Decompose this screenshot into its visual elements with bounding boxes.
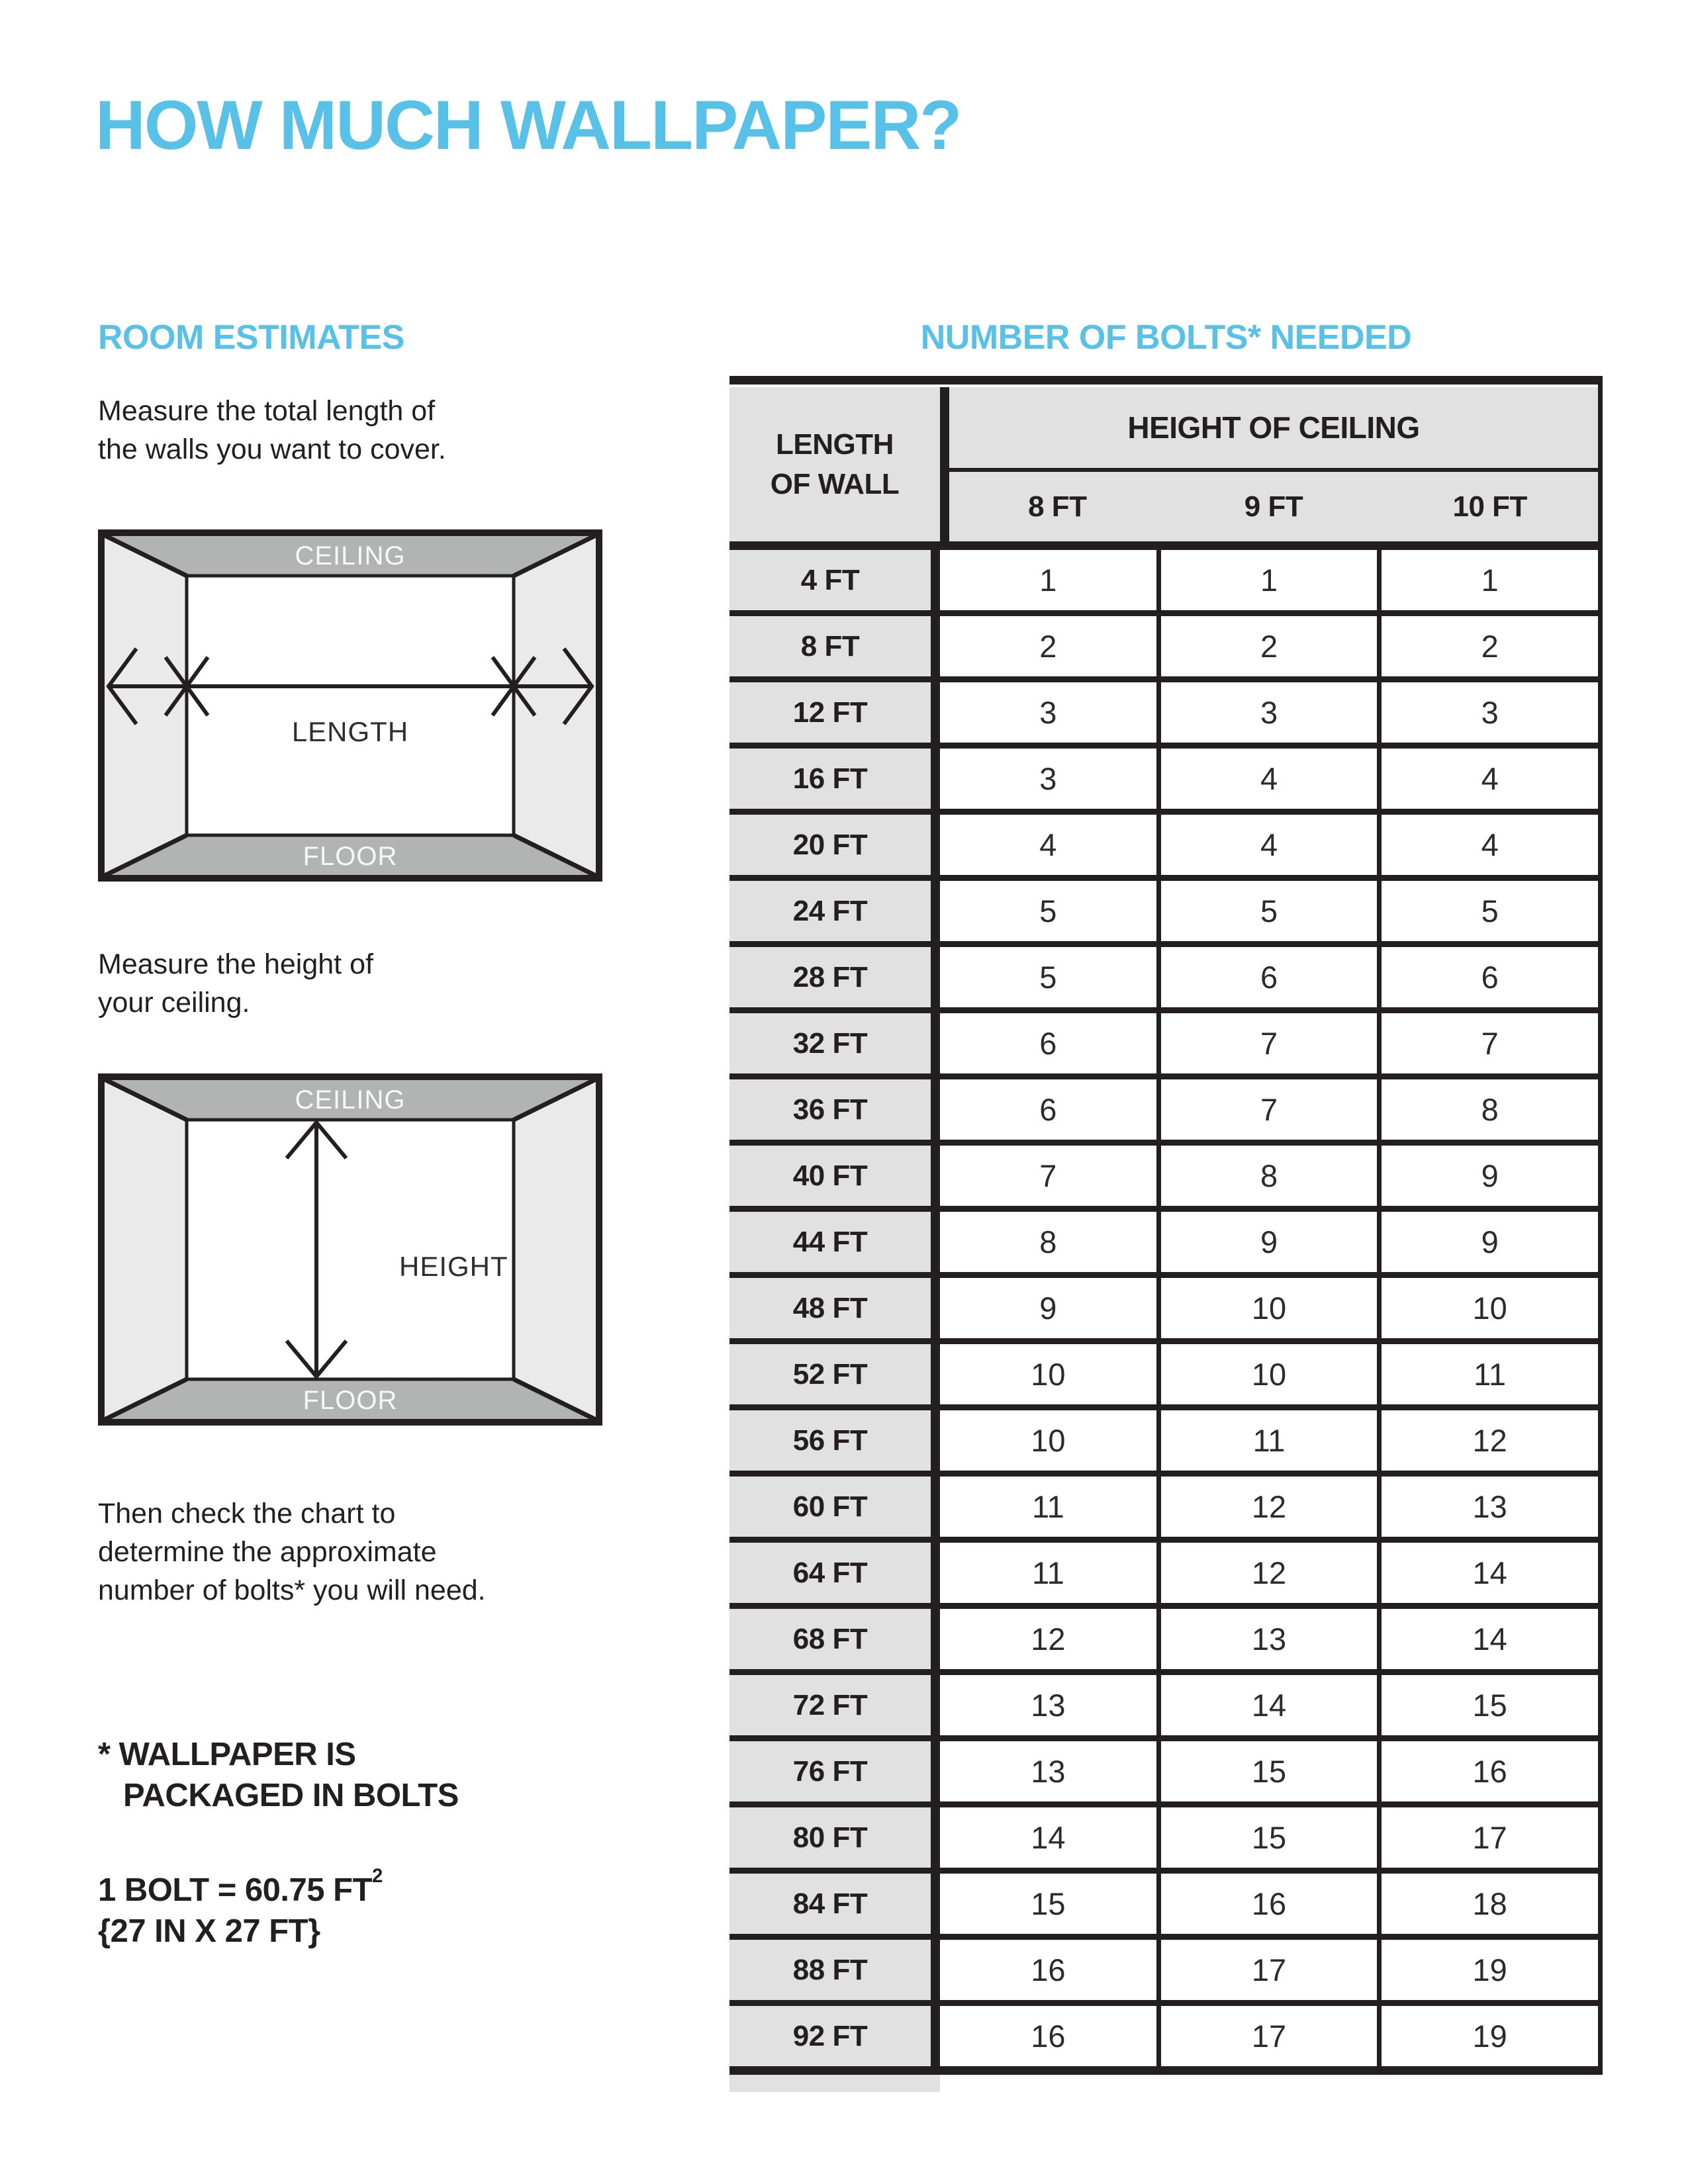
bolt-count-cell: 12 <box>1377 1410 1598 1471</box>
wall-length-label: 12 FT <box>729 682 940 743</box>
bolt-count-cell: 8 <box>1156 1146 1378 1206</box>
bolt-count-cell: 3 <box>940 749 1156 809</box>
text-line: number of bolts* you will need. <box>98 1574 486 1606</box>
table-row <box>729 1874 1598 1940</box>
bolt-count-cell: 10 <box>1377 1278 1598 1338</box>
bolt-count-cell: 7 <box>1377 1013 1598 1073</box>
bolt-count-cell: 15 <box>940 1874 1156 1934</box>
bolt-count-cell: 9 <box>1156 1212 1378 1272</box>
bolt-count-cell: 17 <box>1156 2006 1378 2066</box>
table-row <box>729 616 1598 682</box>
wall-length-label: 16 FT <box>729 749 940 809</box>
bolt-count-cell: 11 <box>940 1477 1156 1537</box>
instruction-check-chart <box>98 1494 486 1610</box>
table-row <box>729 550 1598 616</box>
col-header-10ft: 10 FT <box>1452 490 1527 523</box>
room-length-diagram <box>98 529 602 882</box>
table-row <box>729 1344 1598 1410</box>
wall-length-label: 8 FT <box>729 616 940 676</box>
bolt-count-cell: 8 <box>1377 1079 1598 1140</box>
bolt-dimensions: {27 IN X 27 FT} <box>98 1913 320 1949</box>
room-estimates-heading: ROOM ESTIMATES <box>98 318 404 357</box>
bolt-count-cell: 6 <box>940 1013 1156 1073</box>
text-line: OF WALL <box>770 467 900 500</box>
table-row <box>729 1212 1598 1278</box>
text-line: determine the approximate <box>98 1536 437 1568</box>
bolt-count-cell: 19 <box>1377 2006 1598 2066</box>
bolt-count-cell: 9 <box>1377 1212 1598 1272</box>
table-row <box>729 1940 1598 2006</box>
wallpaper-bolts-footnote <box>98 1734 459 1816</box>
text-line: the walls you want to cover. <box>98 433 446 465</box>
text-line: * WALLPAPER IS <box>98 1737 356 1772</box>
back-wall-panel <box>187 1120 514 1379</box>
bolts-table <box>729 376 1603 2075</box>
wall-length-label: 80 FT <box>729 1807 940 1868</box>
bolt-count-cell: 10 <box>1156 1278 1378 1338</box>
bolt-count-cell: 13 <box>1156 1609 1378 1669</box>
bolt-count-cell: 5 <box>1156 881 1378 941</box>
wall-length-label: 72 FT <box>729 1675 940 1735</box>
table-header <box>729 387 1598 550</box>
bolt-count-cell: 3 <box>1156 682 1378 743</box>
text-line: LENGTH <box>776 428 894 461</box>
bolt-count-cell: 16 <box>1377 1741 1598 1801</box>
length-label: LENGTH <box>291 716 409 747</box>
table-row <box>729 1079 1598 1146</box>
bolt-count-cell: 17 <box>1156 1940 1378 2000</box>
bolt-count-cell: 16 <box>1156 1874 1378 1934</box>
height-label: HEIGHT <box>399 1251 508 1282</box>
bolt-count-cell: 13 <box>940 1741 1156 1801</box>
bolt-count-cell: 6 <box>940 1079 1156 1140</box>
bolt-count-cell: 14 <box>1377 1543 1598 1603</box>
bolt-count-cell: 15 <box>1156 1807 1378 1868</box>
table-row <box>729 682 1598 749</box>
table-row <box>729 2006 1598 2066</box>
bolt-count-cell: 15 <box>1156 1741 1378 1801</box>
bolt-count-cell: 5 <box>940 947 1156 1007</box>
wall-length-label: 68 FT <box>729 1609 940 1669</box>
wall-length-label: 56 FT <box>729 1410 940 1471</box>
instruction-measure-length <box>98 392 446 469</box>
table-row <box>729 1477 1598 1543</box>
bolt-count-cell: 2 <box>1377 616 1598 676</box>
col-header-9ft: 9 FT <box>1244 490 1303 523</box>
wall-length-label: 24 FT <box>729 881 940 941</box>
table-row <box>729 881 1598 947</box>
bolt-count-cell: 14 <box>1156 1675 1378 1735</box>
bolt-count-cell: 4 <box>1377 749 1598 809</box>
bolt-count-cell: 9 <box>940 1278 1156 1338</box>
bolt-count-cell: 14 <box>1377 1609 1598 1669</box>
height-of-ceiling-header-group <box>949 387 1598 541</box>
bolt-count-cell: 9 <box>1377 1146 1598 1206</box>
bolt-count-cell: 16 <box>940 1940 1156 2000</box>
bolt-count-cell: 17 <box>1377 1807 1598 1868</box>
text-line: Then check the chart to <box>98 1498 396 1529</box>
bolt-count-cell: 5 <box>940 881 1156 941</box>
table-row <box>729 947 1598 1013</box>
ceiling-label: CEILING <box>295 1085 406 1115</box>
bolt-count-cell: 13 <box>1377 1477 1598 1537</box>
bolt-count-cell: 4 <box>940 815 1156 875</box>
ceiling-height-columns <box>949 472 1598 541</box>
room-height-diagram <box>98 1073 602 1426</box>
bolt-equation: 1 BOLT = 60.75 $FT^2$ <box>98 1865 383 1908</box>
table-row <box>729 1675 1598 1741</box>
left-wall-panel <box>103 1079 187 1420</box>
bolt-count-cell: 7 <box>940 1146 1156 1206</box>
back-wall-panel <box>187 576 514 835</box>
wall-length-label: 28 FT <box>729 947 940 1007</box>
table-row <box>729 1410 1598 1477</box>
col-header-8ft: 8 FT <box>1028 490 1087 523</box>
table-body <box>729 550 1598 2066</box>
bolt-size-info <box>98 1856 383 1952</box>
bolt-count-cell: 4 <box>1156 815 1378 875</box>
right-wall-panel <box>514 1079 597 1420</box>
bolt-count-cell: 7 <box>1156 1079 1378 1140</box>
wall-length-label: 20 FT <box>729 815 940 875</box>
text-line: PACKAGED IN BOLTS <box>123 1778 459 1813</box>
bolt-count-cell: 15 <box>1377 1675 1598 1735</box>
bolt-count-cell: 7 <box>1156 1013 1378 1073</box>
bolt-count-cell: 5 <box>1377 881 1598 941</box>
table-row <box>729 1543 1598 1609</box>
table-row <box>729 749 1598 815</box>
text-line: Measure the total length of <box>98 395 436 427</box>
bolt-count-cell: 16 <box>940 2006 1156 2066</box>
wall-length-label: 92 FT <box>729 2006 940 2066</box>
bolt-count-cell: 2 <box>1156 616 1378 676</box>
bolt-count-cell: 10 <box>1156 1344 1378 1404</box>
bolt-count-cell: 6 <box>1156 947 1378 1007</box>
bolt-count-cell: 8 <box>940 1212 1156 1272</box>
table-row <box>729 1278 1598 1344</box>
wall-length-label: 4 FT <box>729 550 940 610</box>
length-of-wall-header <box>729 387 949 541</box>
bolt-count-cell: 10 <box>940 1344 1156 1404</box>
bolt-count-cell: 4 <box>1156 749 1378 809</box>
table-row <box>729 1807 1598 1874</box>
table-row <box>729 1146 1598 1212</box>
wall-length-label: 52 FT <box>729 1344 940 1404</box>
floor-label: FLOOR <box>303 842 398 871</box>
table-row <box>729 1609 1598 1675</box>
table-row <box>729 1013 1598 1079</box>
bolt-count-cell: 19 <box>1377 1940 1598 2000</box>
bolt-count-cell: 11 <box>940 1543 1156 1603</box>
text-line: Measure the height of <box>98 948 373 980</box>
table-row <box>729 815 1598 881</box>
bolt-count-cell: 6 <box>1377 947 1598 1007</box>
bolts-needed-heading: NUMBER OF BOLTS* NEEDED <box>920 318 1412 357</box>
bolt-count-cell: 4 <box>1377 815 1598 875</box>
squared-superscript: 2 <box>372 1865 383 1887</box>
bolt-count-cell: 11 <box>1156 1410 1378 1471</box>
wall-length-label: 44 FT <box>729 1212 940 1272</box>
bolt-count-cell: 12 <box>1156 1543 1378 1603</box>
height-of-ceiling-header: HEIGHT OF CEILING <box>949 387 1598 472</box>
bolt-count-cell: 11 <box>1377 1344 1598 1404</box>
bolt-count-cell: 10 <box>940 1410 1156 1471</box>
instruction-measure-height <box>98 945 373 1022</box>
wall-length-label: 88 FT <box>729 1940 940 2000</box>
bolt-count-cell: 13 <box>940 1675 1156 1735</box>
bolt-count-cell: 12 <box>1156 1477 1378 1537</box>
wall-length-label: 60 FT <box>729 1477 940 1537</box>
page-title: HOW MUCH WALLPAPER? <box>95 87 961 164</box>
floor-label: FLOOR <box>303 1386 398 1415</box>
bolt-count-cell: 12 <box>940 1609 1156 1669</box>
wall-length-label: 64 FT <box>729 1543 940 1603</box>
wall-length-label: 84 FT <box>729 1874 940 1934</box>
bolt-count-cell: 2 <box>940 616 1156 676</box>
wall-length-label: 48 FT <box>729 1278 940 1338</box>
bolt-count-cell: 1 <box>1156 550 1378 610</box>
ceiling-label: CEILING <box>295 541 406 570</box>
wall-length-label: 32 FT <box>729 1013 940 1073</box>
bolt-count-cell: 1 <box>940 550 1156 610</box>
text-line: your ceiling. <box>98 987 250 1019</box>
table-top-bar <box>729 376 1598 385</box>
wall-length-label: 40 FT <box>729 1146 940 1206</box>
bolt-count-cell: 18 <box>1377 1874 1598 1934</box>
wall-length-label: 36 FT <box>729 1079 940 1140</box>
wall-length-label: 76 FT <box>729 1741 940 1801</box>
table-gray-tail <box>729 2075 940 2092</box>
bolt-count-cell: 14 <box>940 1807 1156 1868</box>
table-row <box>729 1741 1598 1807</box>
bolt-count-cell: 1 <box>1377 550 1598 610</box>
bolt-count-cell: 3 <box>1377 682 1598 743</box>
bolt-count-cell: 3 <box>940 682 1156 743</box>
